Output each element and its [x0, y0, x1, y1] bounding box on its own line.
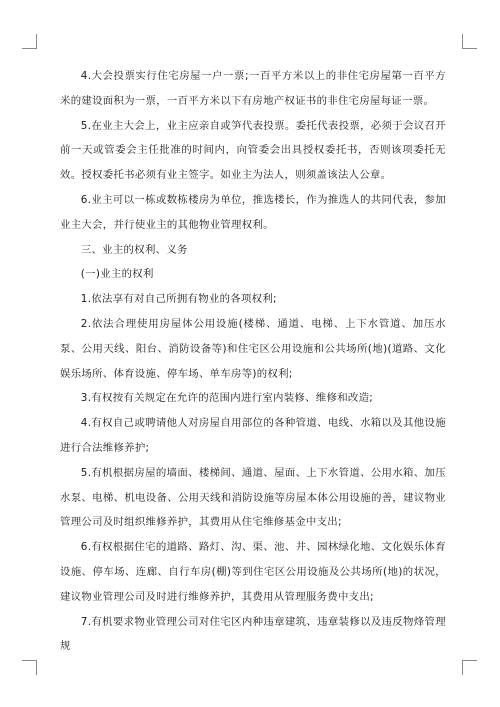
crop-mark-bottom-right — [462, 660, 477, 675]
paragraph-voting-rule-5: 5.在业主大会上，业主应亲自或笋代表投票。委托代表投票，必须于会议召开前一天或管委会主任批准的时间内，向管委会出具授权委托书，否则该项委托无效。授权委托书必须有业主签字。如业主为法人，则须盖该法人公章。 — [60, 119, 446, 182]
document-body — [60, 64, 446, 659]
subsection-heading-rights: (一)业主的权利 — [80, 268, 154, 281]
paragraph-right-6: 6.有权根据住宅的道路、路灯、沟、渠、池、井、园林绿化地、文化娱乐体育设施、停车场、连廊、自行车房(棚)等到住宅区公用设施及公共场所(地)的状况，建议物业管理公司及时进行维修养护，其费用从管理服务费中支出; — [60, 541, 446, 603]
paragraph-right-4: 4.有权自己或聘请他人对房屋自用部位的各种管道、电线、水箱以及其他设施进行合法维修养护; — [60, 417, 446, 454]
paragraph-right-1: 1.依法享有对自己所拥有物业的各项权利; — [80, 293, 277, 306]
paragraph-right-2: 2.依法合理使用房屋体公用设施(楼梯、通道、电梯、上下水管道、加压水泵、公用天线、阳台、消防设备等)和住宅区公用设施和公共场所(地)(道路、文化娱乐场所、体育设施、停车场、单车房等)的权利; — [60, 317, 446, 380]
crop-mark-top-left — [22, 34, 37, 49]
paragraph-right-3: 3.有权按有关规定在允许的范围内进行室内装修、维修和改造; — [80, 392, 374, 405]
crop-mark-top-right — [462, 34, 477, 49]
paragraph-voting-rule-6: 6.业主可以一栋或数栋楼房为单位，推选楼长，作为推选人的共同代表，参加业主大会，并行使业主的其他物业管理权利。 — [60, 193, 446, 231]
crop-mark-bottom-left — [22, 660, 37, 675]
paragraph-right-7: 7.有机要求物业管理公司对住宅区内种违章建筑、违章装修以及违反物烽管理规 — [60, 615, 446, 653]
paragraph-voting-rule-4: 4.大会投票实行住宅房屋一户一票;一百平方米以上的非住宅房屋第一百平方米的建设面积为一票，一百平方米以下有房地产权证书的非住宅房屋每证一票。 — [60, 70, 446, 107]
section-heading-rights-duties: 三、业主的权利、义务 — [80, 243, 188, 256]
paragraph-right-5: 5.有机根据房屋的墙面、楼梯间、通道、屋面、上下水管道、公用水箱、加压水泵、电梯、机电设备、公用天线和消防设施等房屋本体公用设施的善，建议物业管理公司及时组织维修养护，其费用从住宅维修基金中支出; — [60, 466, 446, 529]
